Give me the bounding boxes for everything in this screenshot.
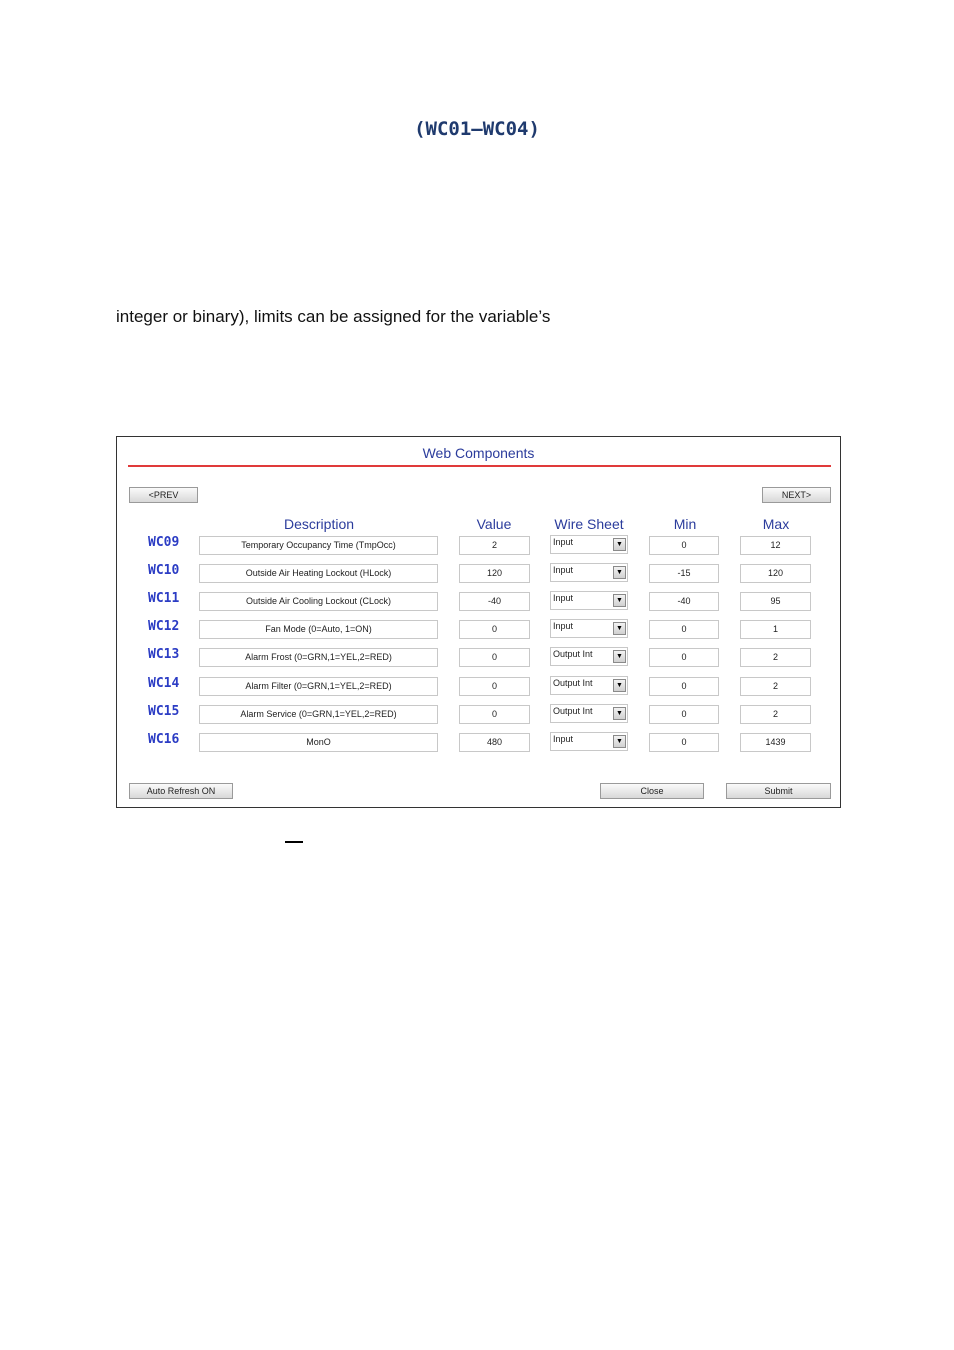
prev-button[interactable]: <PREV — [129, 487, 198, 503]
dropdown-arrow-icon[interactable]: ▼ — [613, 538, 626, 551]
min-field[interactable]: 0 — [649, 536, 719, 555]
component-id: WC09 — [148, 535, 180, 550]
component-row — [117, 732, 840, 754]
component-row — [117, 704, 840, 726]
value-field[interactable]: 0 — [459, 648, 530, 667]
dropdown-arrow-icon[interactable]: ▼ — [613, 622, 626, 635]
wire-sheet-selected: Input — [553, 593, 574, 604]
wire-sheet-selected: Input — [553, 621, 574, 632]
wire-sheet-select[interactable] — [550, 619, 628, 638]
wire-sheet-select[interactable] — [550, 676, 628, 695]
dropdown-arrow-icon[interactable]: ▼ — [613, 566, 626, 579]
column-header-min: Min — [673, 516, 697, 532]
value-field[interactable]: 0 — [459, 620, 530, 639]
component-row — [117, 563, 840, 585]
wire-sheet-select[interactable] — [550, 647, 628, 666]
component-row — [117, 647, 840, 669]
panel-title: Web Components — [422, 445, 535, 461]
wire-sheet-selected: Output Int — [553, 677, 593, 688]
dropdown-arrow-icon[interactable]: ▼ — [613, 679, 626, 692]
wire-sheet-select[interactable] — [550, 704, 628, 723]
max-field[interactable]: 2 — [740, 705, 811, 724]
column-header-max: Max — [762, 516, 790, 532]
max-field[interactable]: 1 — [740, 620, 811, 639]
value-field[interactable]: -40 — [459, 592, 530, 611]
component-id: WC11 — [148, 591, 180, 607]
description-field[interactable]: Fan Mode (0=Auto, 1=ON) — [199, 620, 438, 639]
dropdown-arrow-icon[interactable]: ▼ — [613, 735, 626, 748]
description-field[interactable]: Alarm Filter (0=GRN,1=YEL,2=RED) — [199, 677, 438, 696]
min-field[interactable]: -15 — [649, 564, 719, 583]
component-id: WC16 — [148, 731, 180, 747]
description-field[interactable]: Outside Air Cooling Lockout (CLock) — [199, 592, 438, 611]
min-field[interactable]: 0 — [649, 733, 719, 752]
min-field[interactable]: 0 — [649, 705, 719, 724]
description-field[interactable]: MonO — [199, 733, 438, 752]
dash-mark — [285, 841, 303, 843]
web-components-panel — [116, 436, 841, 808]
max-field[interactable]: 1439 — [740, 733, 811, 752]
component-id: WC15 — [148, 703, 180, 719]
wire-sheet-select[interactable] — [550, 732, 628, 751]
value-field[interactable]: 120 — [459, 564, 530, 583]
next-button[interactable]: NEXT> — [762, 487, 831, 503]
value-field[interactable]: 2 — [459, 536, 530, 555]
submit-button[interactable]: Submit — [726, 783, 831, 799]
component-id: WC10 — [148, 563, 180, 579]
component-id: WC14 — [148, 675, 180, 691]
max-field[interactable]: 2 — [740, 648, 811, 667]
column-header-value: Value — [476, 516, 512, 532]
min-field[interactable]: -40 — [649, 592, 719, 611]
component-row — [117, 591, 840, 613]
max-field[interactable]: 120 — [740, 564, 811, 583]
component-id: WC12 — [148, 619, 180, 635]
dropdown-arrow-icon[interactable]: ▼ — [613, 650, 626, 663]
description-field[interactable]: Alarm Service (0=GRN,1=YEL,2=RED) — [199, 705, 438, 724]
body-text: integer or binary), limits can be assigned for the variable’s — [116, 307, 551, 326]
wire-sheet-selected: Output Int — [553, 649, 593, 660]
title-divider — [128, 465, 831, 467]
min-field[interactable]: 0 — [649, 648, 719, 667]
component-id: WC13 — [148, 647, 180, 663]
wire-sheet-selected: Input — [553, 733, 574, 744]
wire-sheet-select[interactable] — [550, 563, 628, 582]
value-field[interactable]: 0 — [459, 677, 530, 696]
wire-sheet-select[interactable] — [550, 535, 628, 554]
close-button[interactable]: Close — [600, 783, 704, 799]
wire-sheet-select[interactable] — [550, 591, 628, 610]
wire-sheet-selected: Output Int — [553, 705, 593, 716]
max-field[interactable]: 95 — [740, 592, 811, 611]
component-row — [117, 535, 840, 557]
value-field[interactable]: 0 — [459, 705, 530, 724]
wire-sheet-selected: Input — [553, 537, 574, 547]
min-field[interactable]: 0 — [649, 620, 719, 639]
description-field[interactable]: Alarm Frost (0=GRN,1=YEL,2=RED) — [199, 648, 438, 667]
component-row — [117, 619, 840, 641]
wire-sheet-selected: Input — [553, 565, 574, 576]
max-field[interactable]: 2 — [740, 677, 811, 696]
column-header-description: Description — [283, 516, 355, 532]
min-field[interactable]: 0 — [649, 677, 719, 696]
description-field[interactable]: Temporary Occupancy Time (TmpOcc) — [199, 536, 438, 555]
auto-refresh-button[interactable]: Auto Refresh ON — [129, 783, 233, 799]
dropdown-arrow-icon[interactable]: ▼ — [613, 707, 626, 720]
value-field[interactable]: 480 — [459, 733, 530, 752]
description-field[interactable]: Outside Air Heating Lockout (HLock) — [199, 564, 438, 583]
column-header-wire-sheet: Wire Sheet — [554, 516, 624, 532]
component-row — [117, 676, 840, 698]
section-heading: (WC01–WC04) — [414, 118, 540, 140]
max-field[interactable]: 12 — [740, 536, 811, 555]
dropdown-arrow-icon[interactable]: ▼ — [613, 594, 626, 607]
